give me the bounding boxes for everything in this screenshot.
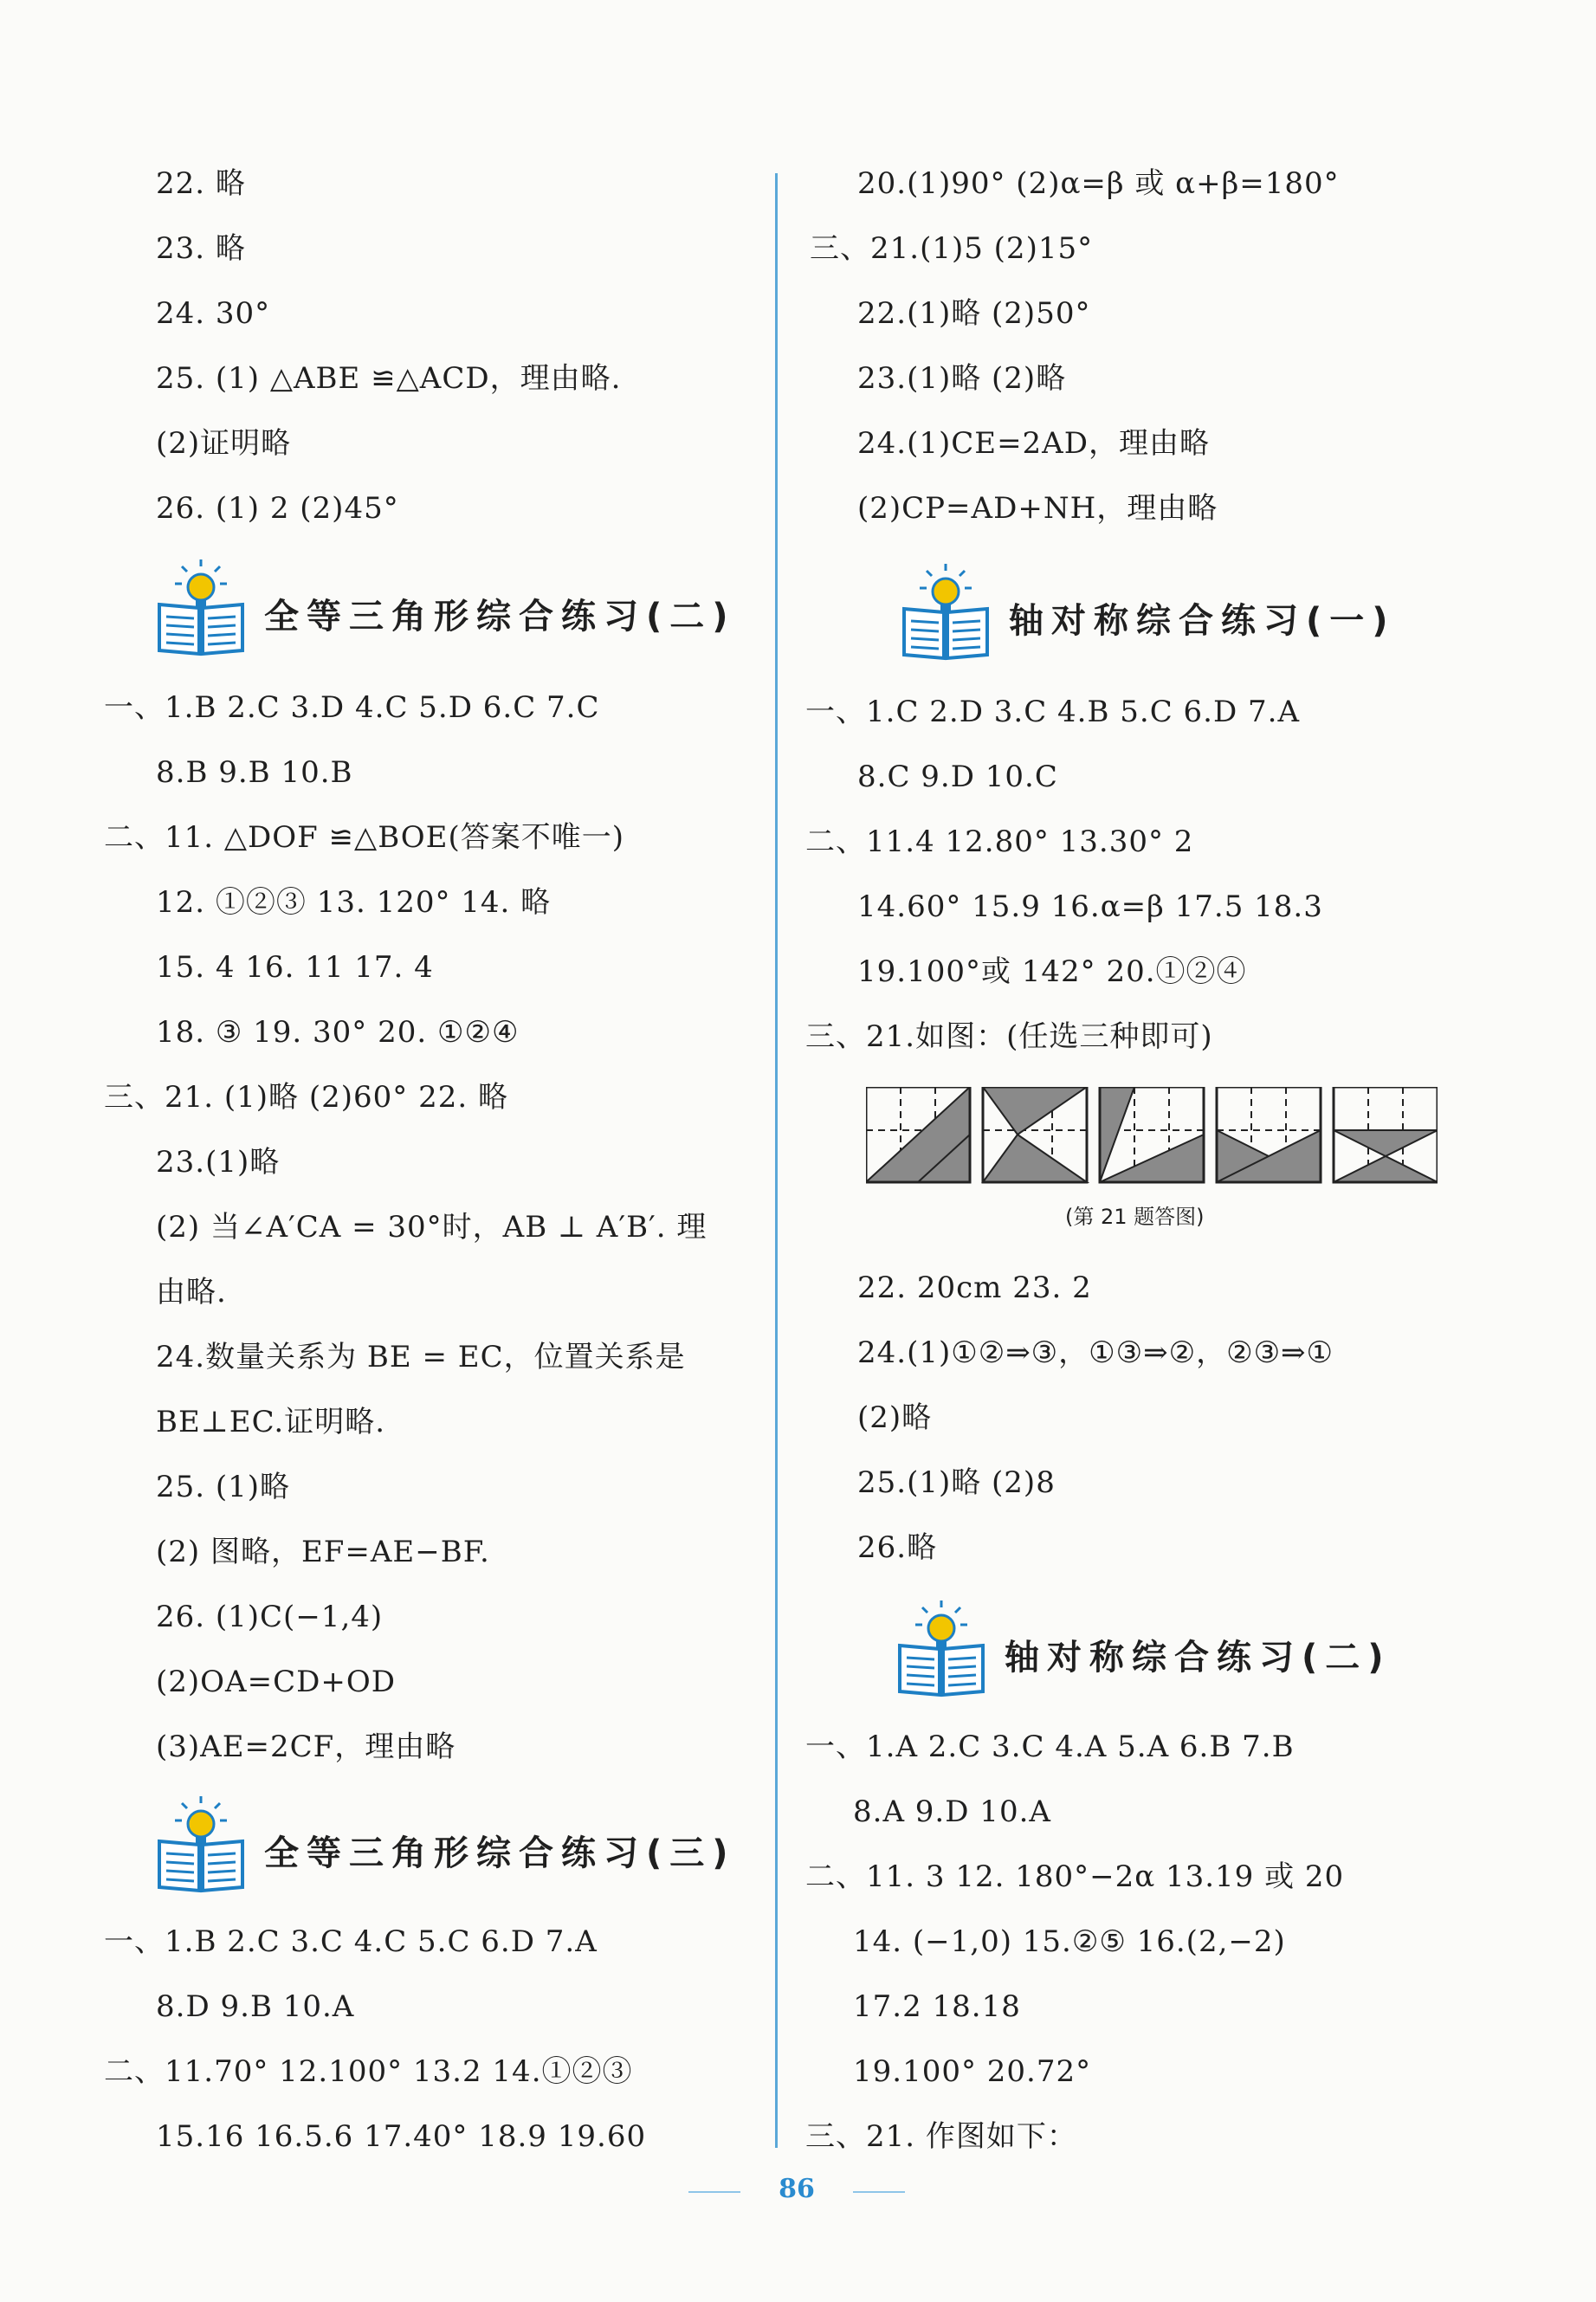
answer-line: 15. 4 16. 11 17. 4: [156, 950, 434, 985]
answer-line: 8.B 9.B 10.B: [156, 755, 353, 790]
answer-line: 三、21. 作图如下：: [805, 2119, 1077, 2154]
section-title: 轴对称综合练习(二): [1005, 1638, 1392, 1678]
answer-line: 26.略: [857, 1530, 938, 1565]
answer-line: BE⊥EC.证明略.: [156, 1405, 386, 1439]
section-heading: [896, 1595, 1468, 1699]
answer-line: 22.(1)略 (2)50°: [857, 296, 1091, 331]
answer-line: 24.(1)CE=2AD，理由略: [857, 426, 1210, 461]
section-title: 全等三角形综合练习(三): [264, 1833, 736, 1873]
answer-line: (2) 图略，EF=AE−BF.: [156, 1535, 490, 1569]
answer-line: 三、21.如图：(任选三种即可): [805, 1019, 1213, 1054]
book-lightbulb-icon: [901, 559, 1000, 663]
answer-line: 20.(1)90° (2)α=β 或 α+β=180°: [857, 166, 1340, 201]
answer-line: 一、1.C 2.D 3.C 4.B 5.C 6.D 7.A: [805, 695, 1301, 729]
answer-line: 14.60° 15.9 16.α=β 17.5 18.3: [857, 889, 1323, 924]
answer-line: 25. (1) △ABE ≌△ACD，理由略.: [156, 361, 622, 396]
answer-line: 15.16 16.5.6 17.40° 18.9 19.60: [156, 2119, 647, 2154]
answer-line: 23. 略: [156, 231, 246, 266]
answer-line: 24.数量关系为 BE = EC，位置关系是: [156, 1340, 686, 1374]
answer-line: 23.(1)略 (2)略: [857, 361, 1067, 396]
answer-line: 14. (−1,0) 15.②⑤ 16.(2,−2): [853, 1924, 1286, 1959]
footer-rule-left: [688, 2191, 740, 2193]
answer-line: (2)CP=AD+NH，理由略: [857, 491, 1218, 526]
column-divider: [775, 173, 778, 2148]
answer-line: 23.(1)略: [156, 1145, 281, 1180]
answer-line: 26. (1)C(−1,4): [156, 1600, 384, 1634]
section-title: 轴对称综合练习(一): [1009, 601, 1396, 641]
answer-line: 12. ①②③ 13. 120° 14. 略: [156, 885, 552, 920]
answer-line: 8.D 9.B 10.A: [156, 1989, 355, 2024]
section-title: 全等三角形综合练习(二): [264, 597, 736, 637]
answer-line: (2) 当∠A′CA = 30°时，AB ⊥ A′B′. 理: [156, 1210, 708, 1245]
answer-line: 22. 20cm 23. 2: [857, 1271, 1092, 1305]
left-column: [104, 0, 762, 2302]
answer-line: (3)AE=2CF，理由略: [156, 1730, 456, 1764]
book-lightbulb-icon: [896, 1595, 996, 1699]
answer-line: 一、1.B 2.C 3.D 4.C 5.D 6.C 7.C: [104, 690, 600, 725]
answer-line: 19.100°或 142° 20.①②④: [857, 954, 1247, 989]
answer-line: 26. (1) 2 (2)45°: [156, 491, 399, 526]
page-number: 86: [779, 2174, 815, 2204]
answer-line: 25.(1)略 (2)8: [857, 1465, 1056, 1500]
answer-line: 24. 30°: [156, 296, 271, 331]
book-lightbulb-icon: [156, 554, 255, 658]
answer-line: 三、21. (1)略 (2)60° 22. 略: [104, 1080, 508, 1115]
answer-line: 二、11. △DOF ≌△BOE(答案不唯一): [104, 820, 625, 855]
answer-line: 三、21.(1)5 (2)15°: [810, 231, 1094, 266]
answer-line: 24.(1)①②⇒③，①③⇒②，②③⇒①: [857, 1335, 1334, 1370]
right-column: [801, 0, 1459, 2302]
answer-line: (2)略: [857, 1400, 933, 1435]
section-heading: [156, 554, 736, 658]
answer-line: 二、11.70° 12.100° 13.2 14.①②③: [104, 2054, 633, 2089]
answer-line: 22. 略: [156, 166, 246, 201]
answer-line: 一、1.A 2.C 3.C 4.A 5.A 6.B 7.B: [805, 1730, 1295, 1764]
answer-line: 19.100° 20.72°: [853, 2054, 1092, 2089]
section-heading: [156, 1791, 736, 1895]
answer-line: 二、11. 3 12. 180°−2α 13.19 或 20: [805, 1859, 1345, 1894]
answer-line: 由略.: [156, 1275, 227, 1309]
answer-line: 二、11.4 12.80° 13.30° 2: [805, 824, 1194, 859]
answer-line: 8.A 9.D 10.A: [853, 1794, 1051, 1829]
section-heading: [901, 559, 1472, 663]
page-footer: [0, 2174, 1596, 2208]
answer-line: 8.C 9.D 10.C: [857, 760, 1058, 794]
answer-line: 一、1.B 2.C 3.C 4.C 5.C 6.D 7.A: [104, 1924, 598, 1959]
answer-line: 25. (1)略: [156, 1470, 291, 1504]
book-lightbulb-icon: [156, 1791, 255, 1895]
answer-line: 17.2 18.18: [853, 1989, 1021, 2024]
answer-line: (2)OA=CD+OD: [156, 1665, 396, 1699]
figure-caption: (第 21 题答图): [1065, 1205, 1205, 1229]
answer-line: 18. ③ 19. 30° 20. ①②④: [156, 1015, 520, 1050]
answer-line: (2)证明略: [156, 426, 292, 461]
footer-rule-right: [853, 2191, 905, 2193]
